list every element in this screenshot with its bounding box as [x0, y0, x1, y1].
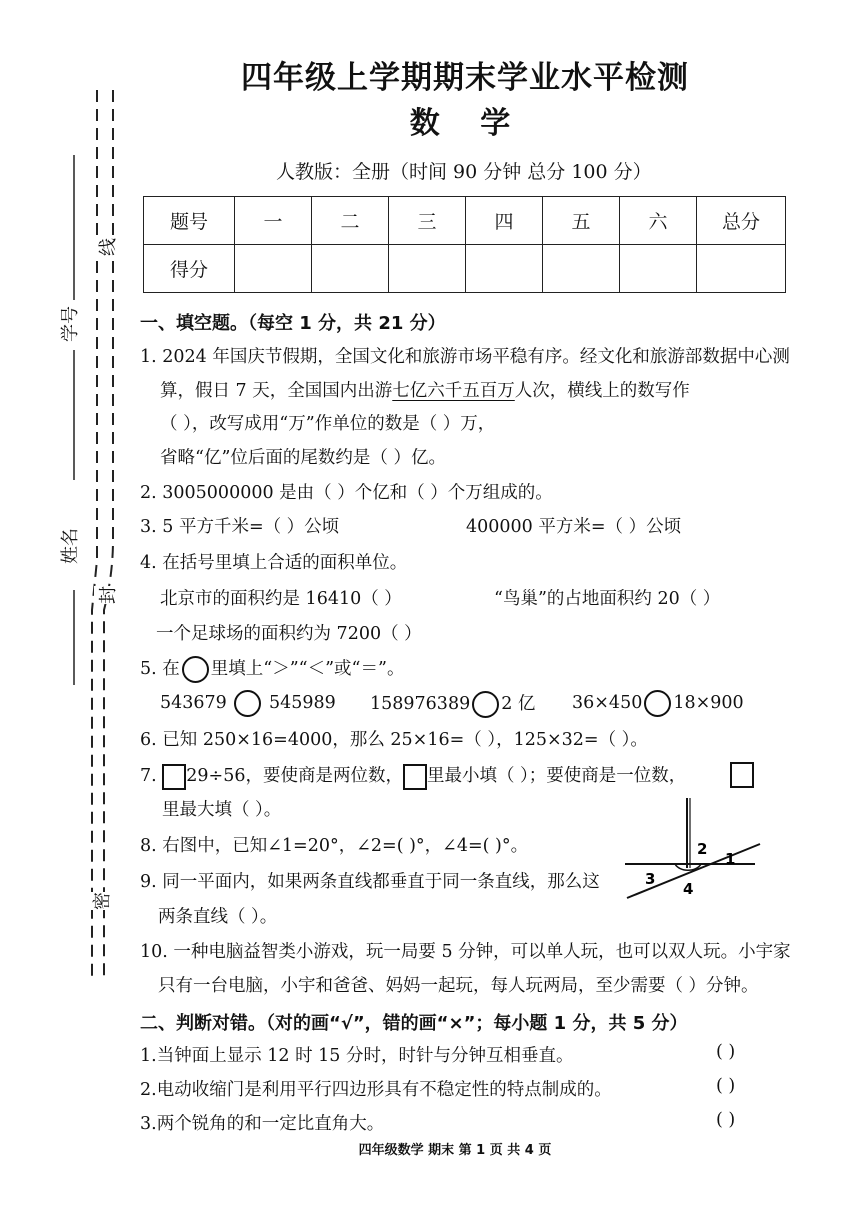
table-cell: 总分 — [697, 197, 786, 245]
square-blank[interactable] — [162, 764, 186, 790]
score-cell[interactable] — [543, 245, 620, 293]
table-cell: 二 — [312, 197, 389, 245]
square-blank[interactable] — [403, 764, 427, 790]
compare-left: 36×450 — [572, 693, 643, 713]
question-1-underlined-number: 七亿六千五百万 — [392, 381, 515, 401]
score-cell[interactable] — [697, 245, 786, 293]
question-5-compare-3 — [572, 690, 744, 717]
question-4a: 北京市的面积约是 16410（ ） — [160, 589, 402, 609]
table-row — [144, 245, 786, 293]
question-1-line2 — [160, 377, 690, 402]
seal-mark: 封 — [94, 586, 120, 604]
line-mark: 线 — [94, 238, 120, 256]
question-1-text-b: 人次，横线上的数写作 — [514, 381, 690, 401]
question-4b: “鸟巢”的占地面积约 20（ ） — [494, 589, 721, 609]
table-cell: 一 — [235, 197, 312, 245]
compare-left: 158976389 — [370, 694, 471, 714]
question-3a: 3. 5 平方千米=（ ）公顷 — [140, 517, 340, 537]
section2-heading: 二、判断对错。（对的画“√”，错的画“×”；每小题 1 分，共 5 分） — [140, 1013, 688, 1034]
compare-circle[interactable] — [234, 690, 261, 717]
table-cell: 五 — [543, 197, 620, 245]
question-4c: 一个足球场的面积约为 7200（ ） — [156, 624, 422, 644]
judge-paren-3[interactable]: ( ) — [716, 1110, 736, 1130]
table-cell: 题号 — [144, 197, 235, 245]
table-cell: 得分 — [144, 245, 235, 293]
question-2: 2. 3005000000 是由（ ）个亿和（ ）个万组成的。 — [140, 483, 553, 503]
question-5-compare-2 — [370, 690, 535, 718]
question-5-compare-1 — [160, 690, 336, 717]
score-cell[interactable] — [620, 245, 697, 293]
question-1-line4: 省略“亿”位后面的尾数约是（ ）亿。 — [160, 448, 446, 468]
exam-title: 四年级上学期期末学业水平检测 — [241, 60, 689, 96]
judge-paren-1[interactable]: ( ) — [716, 1042, 736, 1062]
question-4: 4. 在括号里填上合适的面积单位。 — [140, 553, 408, 573]
question-5-text-a: 5. 在 — [140, 659, 180, 679]
square-blank[interactable] — [730, 762, 754, 788]
judge-item-1: 1.当钟面上显示 12 时 15 分时，时针与分钟互相垂直。 — [140, 1046, 574, 1066]
compare-circle[interactable] — [472, 691, 499, 718]
question-10-line1: 10. 一种电脑益智类小游戏，玩一局要 5 分钟，可以单人玩，也可以双人玩。小宇家 — [140, 942, 791, 962]
question-1-line3: （ ），改写成用“万”作单位的数是（ ）万， — [160, 414, 496, 434]
angle-figure — [615, 798, 765, 908]
judge-item-3: 3.两个锐角的和一定比直角大。 — [140, 1114, 385, 1134]
page-footer: 四年级数学 期末 第 1 页 共 4 页 — [358, 1143, 552, 1158]
question-7-number: 7. — [140, 766, 157, 786]
question-7-line2: 里最大填（ ）。 — [162, 800, 282, 820]
question-3b: 400000 平方米=（ ）公顷 — [466, 517, 682, 537]
compare-right: 545989 — [268, 693, 336, 713]
question-7-text-b: 29÷56，要使商是两位数， — [186, 766, 403, 786]
question-7-line1 — [140, 762, 686, 790]
compare-right: 18×900 — [673, 693, 744, 713]
table-cell: 六 — [620, 197, 697, 245]
student-id-label: 学号 — [60, 306, 81, 342]
circle-blank-icon — [182, 656, 209, 683]
question-7-text-c: 里最小填（ ）；要使商是一位数， — [426, 766, 687, 786]
score-table — [143, 196, 786, 293]
angle-label-4: 4 — [683, 880, 694, 898]
angle-label-2: 2 — [697, 840, 708, 858]
name-label: 姓名 — [60, 528, 81, 564]
fold-mark: 密 — [88, 892, 114, 910]
question-9-line2: 两条直线（ ）。 — [158, 907, 278, 927]
question-1-line1: 1. 2024 年国庆节假期，全国文化和旅游市场平稳有序。经文化和旅游部数据中心测 — [140, 347, 790, 367]
edition-info: 人教版：全册（时间 90 分钟 总分 100 分） — [276, 161, 652, 183]
score-cell[interactable] — [312, 245, 389, 293]
score-cell[interactable] — [389, 245, 466, 293]
score-cell[interactable] — [466, 245, 543, 293]
judge-item-2: 2.电动收缩门是利用平行四边形具有不稳定性的特点制成的。 — [140, 1080, 612, 1100]
compare-circle[interactable] — [644, 690, 671, 717]
question-9-line1: 9. 同一平面内，如果两条直线都垂直于同一条直线，那么这 — [140, 872, 600, 892]
angle-label-1: 1 — [725, 850, 736, 868]
question-6: 6. 已知 250×16=4000，那么 25×16=（ ），125×32=（ ）。 — [140, 730, 648, 750]
question-1-text-a: 算，假日 7 天，全国国内出游 — [160, 381, 393, 401]
question-8: 8. 右图中，已知∠1=20°，∠2=( )°，∠4=( )°。 — [140, 836, 529, 856]
score-cell[interactable] — [235, 245, 312, 293]
binding-margin-lines — [0, 0, 140, 1216]
judge-paren-2[interactable]: ( ) — [716, 1076, 736, 1096]
section1-heading: 一、填空题。（每空 1 分，共 21 分） — [140, 313, 446, 334]
question-5-text-b: 里填上“＞”“＜”或“＝”。 — [210, 659, 405, 679]
table-cell: 四 — [466, 197, 543, 245]
question-10-line2: 只有一台电脑，小宇和爸爸、妈妈一起玩，每人玩两局，至少需要（ ）分钟。 — [158, 976, 759, 996]
subject-title: 数 学 — [409, 106, 511, 141]
table-row — [144, 197, 786, 245]
angle-label-3: 3 — [645, 870, 656, 888]
compare-right: 2 亿 — [501, 694, 536, 714]
table-cell: 三 — [389, 197, 466, 245]
question-5 — [140, 655, 404, 683]
compare-left: 543679 — [160, 693, 227, 713]
